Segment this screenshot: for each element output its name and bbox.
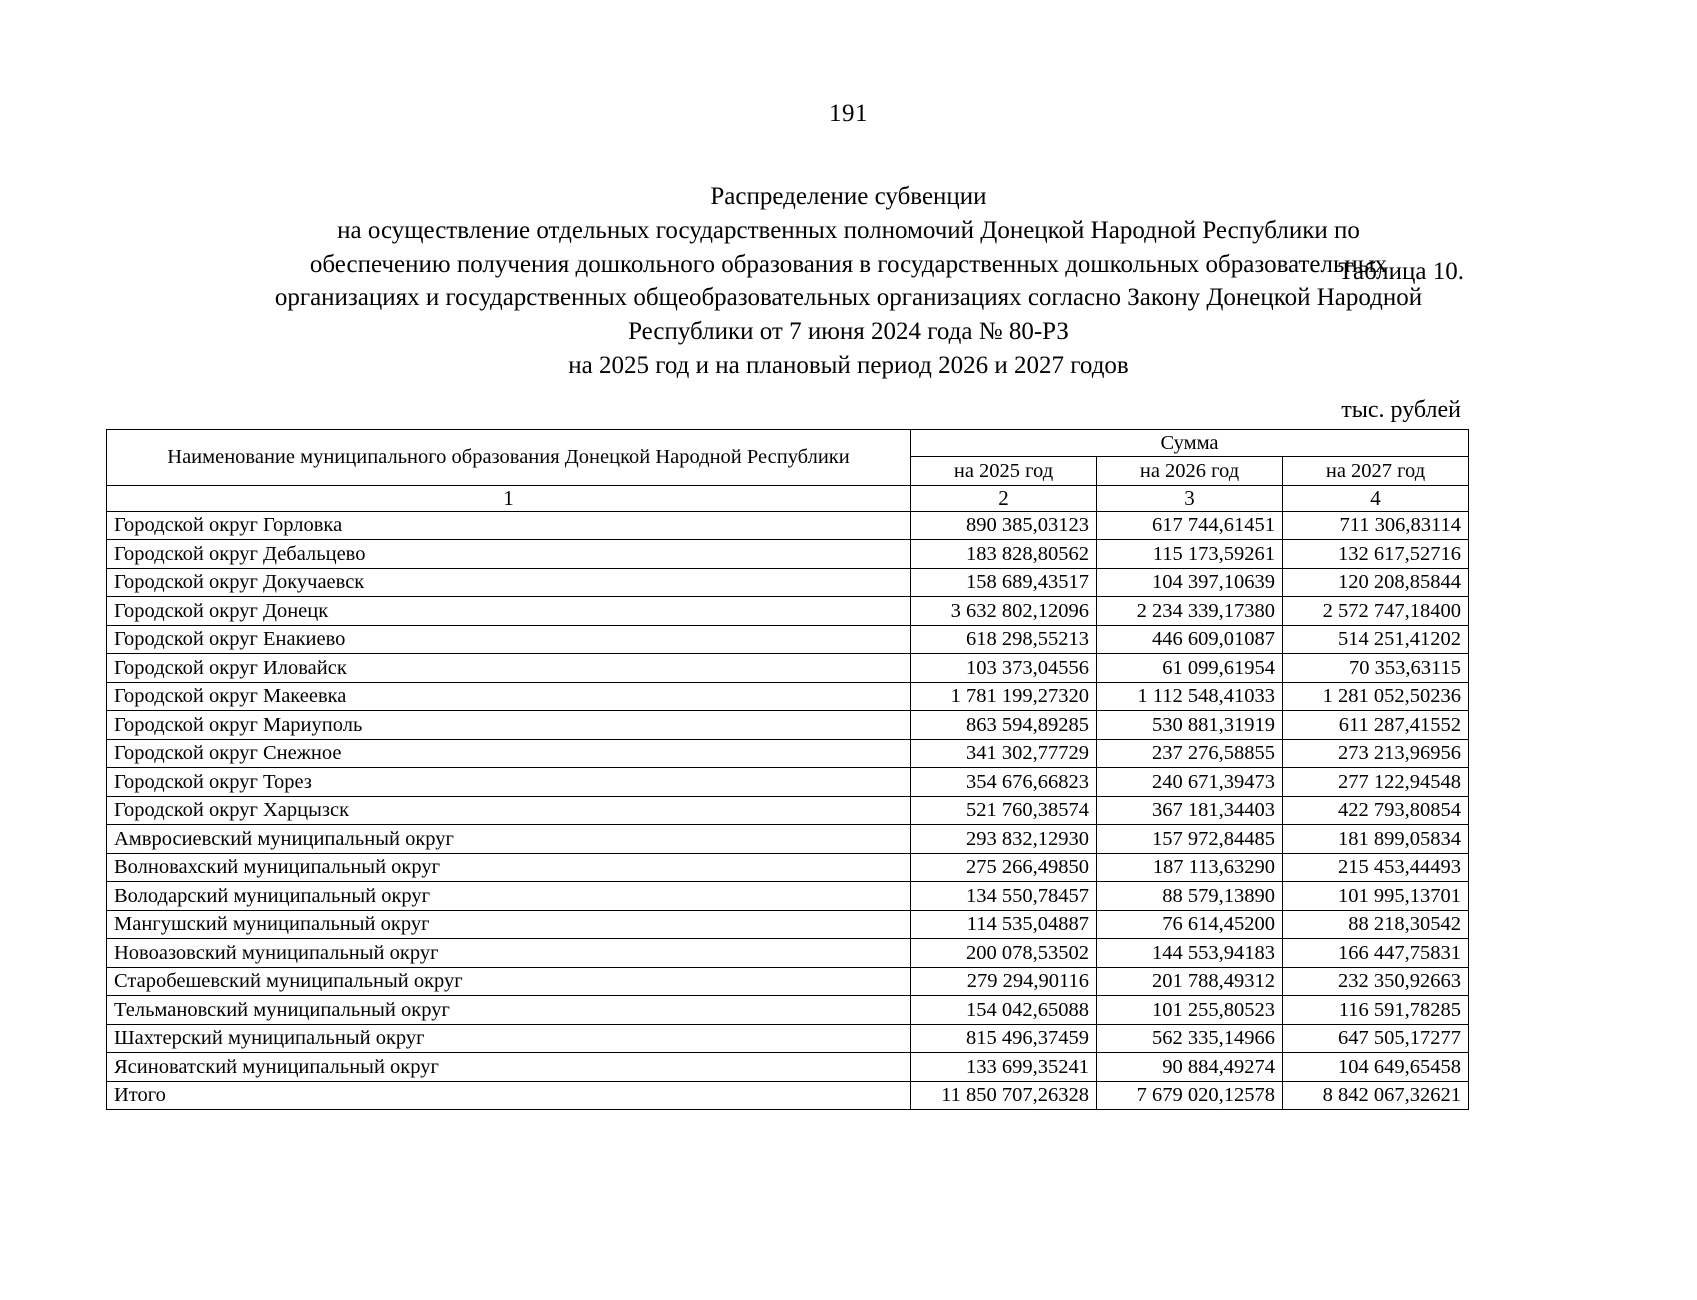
amount-cell-2026: 76 614,45200 — [1097, 910, 1283, 939]
header-year-2026: на 2026 год — [1097, 456, 1283, 485]
subvention-distribution-table — [106, 429, 1469, 1111]
table-row — [107, 1024, 1469, 1053]
header-row-group — [107, 429, 1469, 456]
amount-cell-2025: 133 699,35241 — [911, 1053, 1097, 1082]
municipality-name-cell: Городской округ Енакиево — [107, 625, 911, 654]
amount-cell-2026: 88 579,13890 — [1097, 882, 1283, 911]
table-row — [107, 711, 1469, 740]
amount-cell-2027: 647 505,17277 — [1283, 1024, 1469, 1053]
header-municipality-name: Наименование муниципального образования Донецкой Народной Республики — [107, 429, 911, 485]
amount-cell-2025: 341 302,77729 — [911, 739, 1097, 768]
amount-cell-2025: 114 535,04887 — [911, 910, 1097, 939]
amount-cell-2025: 154 042,65088 — [911, 996, 1097, 1025]
amount-cell-2026: 101 255,80523 — [1097, 996, 1283, 1025]
column-number-1: 1 — [107, 485, 911, 511]
amount-cell-2027: 611 287,41552 — [1283, 711, 1469, 740]
table-row — [107, 682, 1469, 711]
table-row — [107, 967, 1469, 996]
amount-cell-2027: 120 208,85844 — [1283, 568, 1469, 597]
table-row — [107, 939, 1469, 968]
column-number-3: 3 — [1097, 485, 1283, 511]
municipality-name-cell: Волновахский муниципальный округ — [107, 853, 911, 882]
column-number-2: 2 — [911, 485, 1097, 511]
amount-cell-2025: 158 689,43517 — [911, 568, 1097, 597]
amount-cell-2027: 132 617,52716 — [1283, 540, 1469, 569]
amount-cell-2025: 279 294,90116 — [911, 967, 1097, 996]
amount-cell-2025: 354 676,66823 — [911, 768, 1097, 797]
municipality-name-cell: Городской округ Снежное — [107, 739, 911, 768]
amount-cell-2025: 890 385,03123 — [911, 511, 1097, 540]
table-row — [107, 568, 1469, 597]
amount-cell-2025: 200 078,53502 — [911, 939, 1097, 968]
table-row — [107, 768, 1469, 797]
title-line-4: организациях и государственных общеобразовательных организациях согласно Закону Донецкой Народной — [274, 284, 1423, 312]
amount-cell-2025: 183 828,80562 — [911, 540, 1097, 569]
amount-cell-2025: 293 832,12930 — [911, 825, 1097, 854]
amount-cell-2027: 215 453,44493 — [1283, 853, 1469, 882]
municipality-name-cell: Городской округ Горловка — [107, 511, 911, 540]
amount-cell-2025: 618 298,55213 — [911, 625, 1097, 654]
amount-cell-2026: 240 671,39473 — [1097, 768, 1283, 797]
amount-cell-2027: 101 995,13701 — [1283, 882, 1469, 911]
amount-cell-2027: 514 251,41202 — [1283, 625, 1469, 654]
municipality-name-cell: Тельмановский муниципальный округ — [107, 996, 911, 1025]
header-row-numbering — [107, 485, 1469, 511]
amount-cell-2027: 1 281 052,50236 — [1283, 682, 1469, 711]
table-row — [107, 654, 1469, 683]
table-row — [107, 540, 1469, 569]
amount-cell-2025: 275 266,49850 — [911, 853, 1097, 882]
municipality-name-cell: Городской округ Торез — [107, 768, 911, 797]
header-year-2025: на 2025 год — [911, 456, 1097, 485]
amount-cell-2026: 90 884,49274 — [1097, 1053, 1283, 1082]
municipality-name-cell: Городской округ Макеевка — [107, 682, 911, 711]
municipality-name-cell: Городской округ Докучаевск — [107, 568, 911, 597]
amount-cell-2026: 562 335,14966 — [1097, 1024, 1283, 1053]
header-sum-group: Сумма — [911, 429, 1469, 456]
amount-cell-2027: 181 899,05834 — [1283, 825, 1469, 854]
municipality-name-cell: Итого — [107, 1081, 911, 1110]
municipality-name-cell: Володарский муниципальный округ — [107, 882, 911, 911]
table-row — [107, 910, 1469, 939]
table-row — [107, 1053, 1469, 1082]
amount-cell-2026: 144 553,94183 — [1097, 939, 1283, 968]
municipality-name-cell: Мангушский муниципальный округ — [107, 910, 911, 939]
amount-cell-2027: 88 218,30542 — [1283, 910, 1469, 939]
municipality-name-cell: Ясиноватский муниципальный округ — [107, 1053, 911, 1082]
amount-cell-2027: 273 213,96956 — [1283, 739, 1469, 768]
page-number: 191 — [829, 100, 868, 127]
table-row — [107, 739, 1469, 768]
column-number-4: 4 — [1283, 485, 1469, 511]
table-row — [107, 625, 1469, 654]
municipality-name-cell: Городской округ Мариуполь — [107, 711, 911, 740]
municipality-name-cell: Городской округ Иловайск — [107, 654, 911, 683]
amount-cell-2026: 187 113,63290 — [1097, 853, 1283, 882]
amount-cell-2026: 446 609,01087 — [1097, 625, 1283, 654]
amount-cell-2025: 863 594,89285 — [911, 711, 1097, 740]
amount-cell-2027: 8 842 067,32621 — [1283, 1081, 1469, 1110]
amount-cell-2027: 116 591,78285 — [1283, 996, 1469, 1025]
amount-cell-2025: 134 550,78457 — [911, 882, 1097, 911]
amount-cell-2027: 277 122,94548 — [1283, 768, 1469, 797]
title-line-5: Республики от 7 июня 2024 года № 80-РЗ — [628, 318, 1069, 345]
amount-cell-2026: 7 679 020,12578 — [1097, 1081, 1283, 1110]
municipality-name-cell: Амвросиевский муниципальный округ — [107, 825, 911, 854]
amount-cell-2025: 3 632 802,12096 — [911, 597, 1097, 626]
document-page — [0, 100, 1697, 1300]
amount-cell-2027: 166 447,75831 — [1283, 939, 1469, 968]
amount-cell-2027: 104 649,65458 — [1283, 1053, 1469, 1082]
title-line-6: на 2025 год и на плановый период 2026 и 2027 годов — [568, 351, 1129, 379]
table-row — [107, 796, 1469, 825]
amount-cell-2026: 617 744,61451 — [1097, 511, 1283, 540]
table-row — [107, 882, 1469, 911]
title-line-2: на осуществление отдельных государственных полномочий Донецкой Народной Республики по — [337, 216, 1360, 244]
amount-cell-2026: 104 397,10639 — [1097, 568, 1283, 597]
units-note: тыс. рублей — [1341, 396, 1461, 423]
amount-cell-2026: 157 972,84485 — [1097, 825, 1283, 854]
municipality-name-cell: Городской округ Дебальцево — [107, 540, 911, 569]
table-row — [107, 996, 1469, 1025]
amount-cell-2026: 2 234 339,17380 — [1097, 597, 1283, 626]
amount-cell-2026: 367 181,34403 — [1097, 796, 1283, 825]
amount-cell-2026: 115 173,59261 — [1097, 540, 1283, 569]
amount-cell-2025: 11 850 707,26328 — [911, 1081, 1097, 1110]
amount-cell-2025: 815 496,37459 — [911, 1024, 1097, 1053]
amount-cell-2027: 70 353,63115 — [1283, 654, 1469, 683]
table-body — [107, 511, 1469, 1110]
amount-cell-2026: 201 788,49312 — [1097, 967, 1283, 996]
municipality-name-cell: Городской округ Харцызск — [107, 796, 911, 825]
table-row — [107, 1081, 1469, 1110]
amount-cell-2026: 530 881,31919 — [1097, 711, 1283, 740]
amount-cell-2025: 521 760,38574 — [911, 796, 1097, 825]
table-header — [107, 429, 1469, 511]
amount-cell-2026: 61 099,61954 — [1097, 654, 1283, 683]
table-label: Таблица 10. — [1338, 258, 1464, 285]
header-year-2027: на 2027 год — [1283, 456, 1469, 485]
amount-cell-2027: 711 306,83114 — [1283, 511, 1469, 540]
amount-cell-2027: 2 572 747,18400 — [1283, 597, 1469, 626]
amount-cell-2026: 1 112 548,41033 — [1097, 682, 1283, 711]
amount-cell-2025: 103 373,04556 — [911, 654, 1097, 683]
municipality-name-cell: Шахтерский муниципальный округ — [107, 1024, 911, 1053]
amount-cell-2027: 422 793,80854 — [1283, 796, 1469, 825]
title-line-3: обеспечению получения дошкольного образования в государственных дошкольных образовательных — [309, 250, 1388, 278]
table-row — [107, 511, 1469, 540]
amount-cell-2027: 232 350,92663 — [1283, 967, 1469, 996]
amount-cell-2026: 237 276,58855 — [1097, 739, 1283, 768]
municipality-name-cell: Старобешевский муниципальный округ — [107, 967, 911, 996]
municipality-name-cell: Новоазовский муниципальный округ — [107, 939, 911, 968]
table-row — [107, 853, 1469, 882]
municipality-name-cell: Городской округ Донецк — [107, 597, 911, 626]
table-row — [107, 597, 1469, 626]
table-row — [107, 825, 1469, 854]
title-line-1: Распределение субвенции — [710, 183, 987, 210]
amount-cell-2025: 1 781 199,27320 — [911, 682, 1097, 711]
